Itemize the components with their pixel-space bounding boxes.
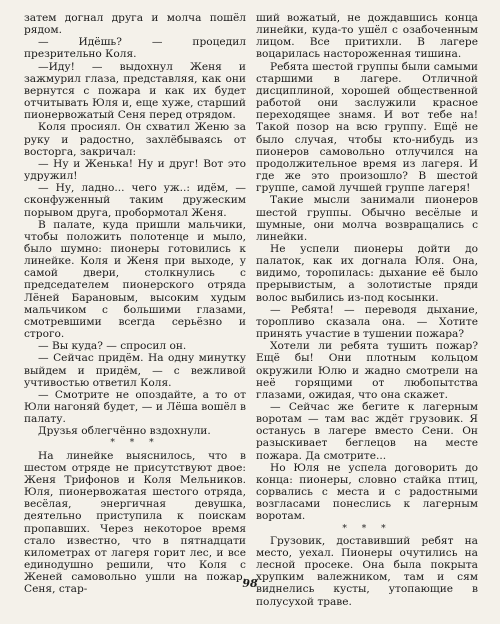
paragraph: — Ребята! — переводя дыхание, торопливо сказала она. — Хотите принять участие в тушении пожара?	[256, 303, 478, 341]
paragraph: Ребята шестой группы были самыми старшими в лагере. Отличной дисциплиной, хорошей общественной работой они заслужили красное переходящее знамя. И вот тебе на! Такой позор на всю группу. Ещё не было случая, чтобы кто-нибудь из пионеров самовольно отлучился на продолжительное время из лагеря. И где же это произошло? В шестой группе, самой лучшей группе лагеря!	[256, 60, 478, 195]
section-divider: * * *	[342, 523, 392, 534]
paragraph: — Вы куда? — спросил он.	[38, 340, 187, 353]
paragraph: Хотели ли ребята тушить пожар? Ещё бы! Они плотным кольцом окружили Юлю и жадно смотрели на неё горящими от любопытства глазами, ожидая, что она скажет.	[256, 340, 478, 401]
paragraph: — Идёшь? — процедил презрительно Коля.	[24, 36, 246, 61]
paragraph: На линейке выяснилось, что в шестом отряде не присутствуют двое: Женя Трифонов и Коля Мельников. Юля, пионервожатая шестого отряда, весёлая, энергичная девушка, деятельно приступила к поискам пропавших. Через некоторое время стало известно, что в пятнадцати километрах от лагеря горит лес, и все единодушно решили, что Коля с Женей самовольно ушли на пожар. Сеня, стар-	[24, 449, 246, 596]
paragraph: — Сейчас же бегите к лагерным воротам — там вас ждёт грузовик. Я останусь в лагере вместо Сени. Он разыскивает беглецов на месте пожара. Да смотрите...	[256, 401, 478, 462]
right-column	[256, 12, 478, 608]
paragraph: Друзья облегчённо вздохнули.	[38, 425, 211, 438]
paragraph: Но Юля не успела договорить до конца: пионеры, словно стайка птиц, сорвались с места и с радостными возгласами понеслись к лагерным воротам.	[256, 461, 478, 523]
left-column	[24, 12, 246, 596]
page-number: 98	[242, 577, 258, 590]
paragraph: —Иду! — выдохнул Женя и зажмурил глаза, представляя, как они вернутся с пожара и как их будет отчитывать Юля и, еще хуже, старший пионервожатый Сеня перед отрядом.	[24, 60, 246, 122]
section-divider: * * *	[110, 438, 160, 449]
paragraph: — Ну, ладно... чего уж..: идём, — сконфуженный таким дружеским порывом друга, пробормотал Женя.	[24, 182, 246, 219]
paragraph: В палате, куда пришли мальчики, чтобы положить полотенце и мыло, было шумно: пионеры готовились к линейке. Коля и Женя при выходе, у самой двери, столкнулись с председателем пионерского отряда Лёней Барановым, высоким худым мальчиком с большими глазами, смотревшими всегда серьёзно и строго.	[24, 218, 246, 341]
paragraph: Такие мысли занимали пионеров шестой группы. Обычно весёлые и шумные, они молча возвращались с линейки.	[256, 194, 478, 243]
paragraph: Не успели пионеры дойти до палаток, как их догнала Юля. Она, видимо, торопилась: дыхание её было прерывистым, а золотистые пряди волос выбились из-под косынки.	[256, 242, 478, 304]
paragraph: затем догнал друга и молча пошёл рядом.	[24, 12, 246, 37]
paragraph: — Сейчас придём. На одну минутку выйдем и придём, — с вежливой учтивостью ответил Коля.	[24, 352, 246, 389]
paragraph: — Смотрите не опоздайте, а то от Юли нагоняй будет, — и Лёша вошёл в палату.	[24, 388, 246, 426]
paragraph: Грузовик, доставивший ребят на место, уехал. Пионеры очутились на лесной просеке. Она была покрыта хрупким валежником, там и сям виднелись кусты, утопающие в полусухой траве.	[256, 534, 478, 608]
paragraph: — Ну и Женька! Ну и друг! Вот это удружил!	[24, 157, 246, 183]
paragraph: Коля просиял. Он схватил Женю за руку и радостно, захлёбываясь от восторга, закричал:	[24, 121, 246, 158]
paragraph: ший вожатый, не дождавшись конца линейки, куда-то ушёл с озабоченным лицом. Все притихли. В лагере воцарилась настороженная тишина.	[256, 12, 478, 61]
